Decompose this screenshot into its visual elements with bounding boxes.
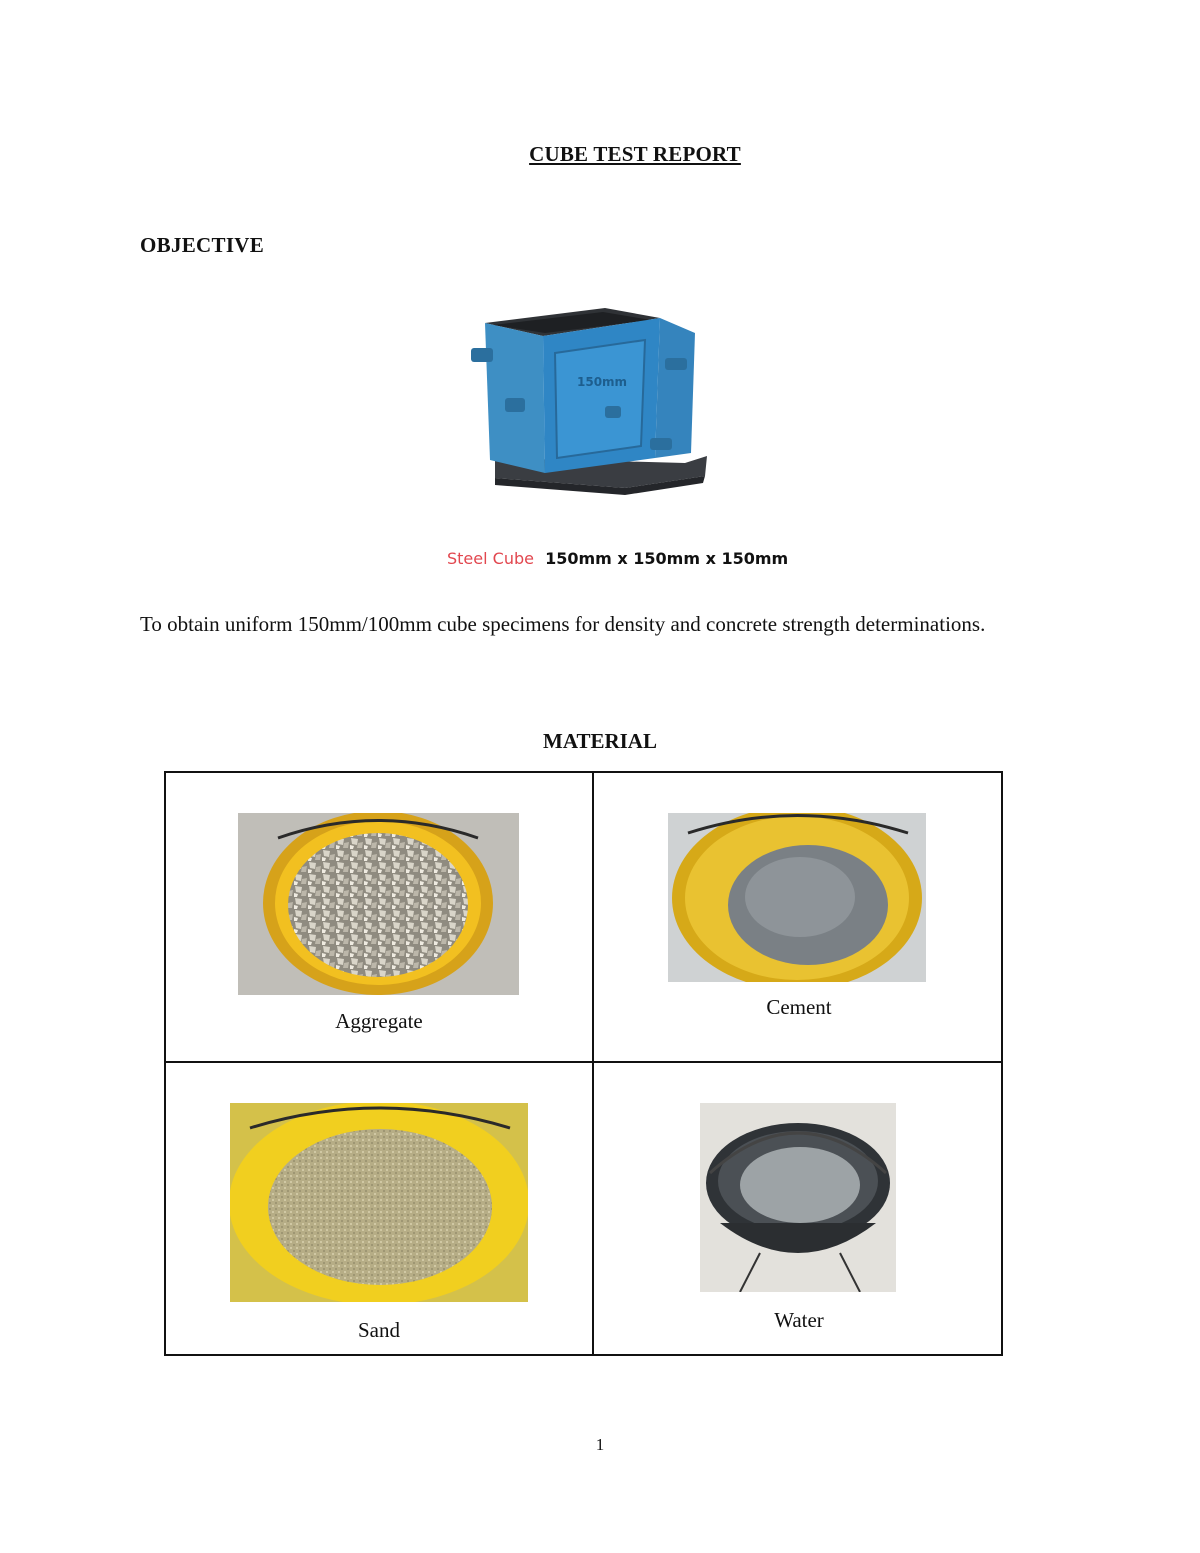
materials-table <box>164 771 1003 1356</box>
material-label-sand: Sand <box>358 1318 400 1342</box>
sand-photo <box>230 1103 528 1302</box>
material-label-aggregate: Aggregate <box>335 1009 423 1033</box>
caption-label: Steel Cube <box>447 549 534 568</box>
objective-paragraph: To obtain uniform 150mm/100mm cube specimens for density and concrete strength determinations. <box>140 612 986 636</box>
report-title: CUBE TEST REPORT <box>529 142 741 166</box>
table-vertical-divider <box>592 773 594 1354</box>
objective-heading: OBJECTIVE <box>140 233 265 257</box>
water-photo <box>700 1103 896 1292</box>
table-horizontal-divider <box>166 1061 1001 1063</box>
caption-dimensions: 150mm x 150mm x 150mm <box>545 549 789 568</box>
steel-cube-mold-photo <box>455 278 745 543</box>
aggregate-photo <box>238 813 519 995</box>
material-label-water: Water <box>774 1308 824 1332</box>
material-heading: MATERIAL <box>543 729 657 753</box>
page-number: 1 <box>595 1435 605 1454</box>
figure-caption <box>447 549 788 568</box>
mold-marking: 150mm <box>577 375 628 389</box>
material-label-cement: Cement <box>766 995 832 1019</box>
steel-cube-mold-illustration <box>455 278 745 543</box>
cement-photo <box>668 813 926 982</box>
